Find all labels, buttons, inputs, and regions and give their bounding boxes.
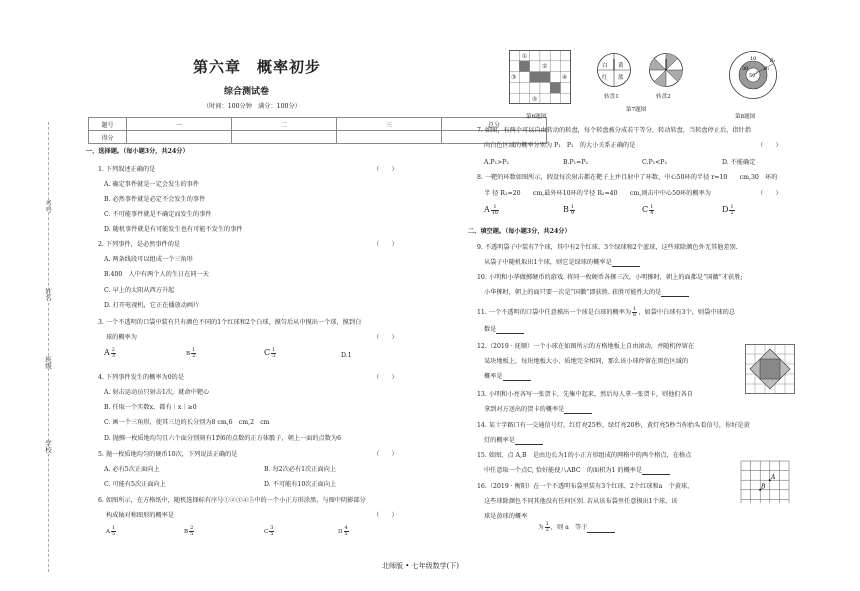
q2-option-b: B.400 人中有两个人的生日在同一天 [104, 271, 209, 278]
q5-option-a: A. 必有5次正面向上 [104, 466, 160, 473]
q1-option-c: C. 不可能事件就是不确定而发生的事件 [104, 211, 212, 218]
score-cell: 得分 [89, 131, 127, 144]
q7-answer-blank[interactable]: （ ） [757, 142, 782, 149]
fig6-label-5: ⑤ [532, 96, 538, 103]
q2-answer-blank[interactable]: （ ） [373, 241, 398, 248]
q12-line2: 某块地板上，每块地板大小、质地完全相同，那么该小球停留在黑色区域的 [484, 358, 689, 365]
q3-option-d: D.1 [341, 352, 352, 359]
q10-line2: 小华掷时，朝上的面只要一次是“国徽”即获胜. 获胜可能性大的是 [484, 289, 689, 297]
q4-answer-blank[interactable]: （ ） [373, 374, 398, 381]
score-cell: 题号 [89, 118, 127, 131]
q6-option-c: C $\frac{3}{5}$ [264, 525, 274, 537]
q4-stem: 4. 下列事件发生的概率为0的是 [98, 374, 185, 381]
q2-option-a: A. 两条线段可以组成一个三角形 [104, 256, 193, 263]
q7-option-b: B.P₁=P₂ [563, 159, 588, 166]
binding-label-name: 姓名 [44, 288, 52, 301]
q8-option-d: D $\frac{1}{2}$ [722, 204, 734, 216]
score-cell: 二 [232, 118, 337, 131]
q14-line1: 14. 某十字路口有一交通信号灯，红灯亮25秒，绿灯亮20秒，黄灯亮5秒当你抬头看信号，你好是黄 [477, 422, 750, 429]
fig6-label-1: ① [522, 53, 528, 60]
q1-option-b: B. 必然事件就是必定不会发生的事件 [104, 196, 206, 203]
q16-line4: 为 $\frac{1}{2}$ ，则 a 等于 [538, 522, 615, 533]
q2-option-d: D. 打开电视机，它正在播放动画片 [104, 302, 200, 309]
fig8-label: r [756, 71, 759, 76]
q6-stem-line1: 6. 如图所示，在方格纸中，随机选择标有序号①②③④⑤中的一个小正方形涂黑，与图中阴影部分 [98, 497, 366, 504]
q2-option-c: C. 早上的太阳从西方升起 [104, 287, 175, 294]
q5-option-b: B. 每2次必有1次正面向上 [264, 466, 337, 473]
q9-line2: 从袋子中随机取出1个球，则它是绿球的概率是 [484, 259, 640, 267]
q3-option-c: C $\frac{1}{3}$ [264, 347, 276, 359]
q9-line1: 9. 不透明袋子中装有7个球，其中有2个红球、3个绿球和2个蓝球，这些球除颜色外无其他差别. [477, 244, 738, 251]
fig6-caption: 第6题图 [526, 114, 547, 120]
q5-option-d: D. 不可能有10次正面向上 [264, 481, 337, 488]
q14-answer-blank[interactable] [515, 438, 543, 445]
q12-line3: 概率是 [484, 373, 531, 381]
score-cell: 总分 [442, 118, 547, 131]
q10-line1: 10. 小明和小华做掷硬币的游戏. 将同一枚硬币各掷三次，小明掷时，朝上的面都是“国徽”才获胜; [477, 274, 743, 281]
score-cell[interactable] [337, 131, 442, 144]
q5-answer-blank[interactable]: （ ） [373, 451, 398, 458]
binding-label-class: 班级 [44, 356, 52, 369]
q11-line1: 11. 一个不透明的口袋中任意摸出一个球是白球的概率为 $\frac{1}{6}$ ，如袋中白球有3个，则袋中球的总 [477, 306, 736, 318]
q4-option-d: D. 抛掷一枚质地均匀且六个面分别刻有1到6的点数的正方体骰子，朝上一面的点数为6 [104, 435, 342, 442]
q12-answer-blank[interactable] [503, 374, 531, 381]
q8-option-a: A $\frac{1}{16}$ [484, 204, 499, 216]
time-info: （时间：100分钟 满分：100分） [203, 103, 301, 110]
score-cell[interactable] [127, 131, 232, 144]
q1-stem: 1. 下列叙述正确的是 [98, 166, 156, 173]
q13-line2: 拿到对方送出的贺卡的概率是 [484, 406, 592, 414]
q7-option-a: A.P₁>P₂ [484, 159, 509, 166]
fig8-label: R₁ [764, 67, 770, 72]
q1-option-d: D. 随机事件就是有可能发生也有可能不发生的事件 [104, 226, 243, 233]
fig7-dial1-label: 白 [602, 63, 608, 69]
score-cell: 一 [127, 118, 232, 131]
q6-stem-line2: 构成轴对称图形的概率是 [106, 512, 175, 519]
q4-option-c: C. 画一个三角形，使其三边的长分别为8 cm,6 cm,2 cm [104, 419, 270, 426]
fig15-label-a: A [771, 474, 776, 481]
fig6-grid [509, 50, 571, 104]
q16-answer-blank[interactable] [587, 526, 615, 533]
q12-line1: 12.（2019 · 抚顺）一个小球在如图所示的方格地板上自由滚动，并随机停留在 [477, 343, 695, 350]
q6-option-b: B $\frac{2}{5}$ [184, 525, 194, 537]
q5-option-c: C. 可能有5次正面向上 [104, 481, 166, 488]
section2-heading: 二、填空题。（每小题3分，共24分） [468, 228, 571, 235]
q4-option-b: B. 任取一个实数x，都有｜x｜≥0 [104, 404, 197, 411]
q7-option-c: C.P₁<P₂ [642, 159, 667, 166]
fig7-dial1-label: 蓝 [618, 75, 624, 81]
fig6-label-2: ② [542, 63, 548, 70]
q3-stem-line1: 3. 一个不透明的口袋中装有只有颜色不同的1个红球和2个白球，摸匀后从中摸出一个球，摸到白 [98, 319, 362, 326]
section1-heading: 一、选择题。（每小题3分，共24分） [86, 148, 189, 155]
q5-stem: 5. 抛一枚质地均匀的硬币10次，下列说法正确的是 [98, 451, 238, 458]
fig7-caption: 第7题图 [626, 107, 647, 113]
q15-line1: 15. 如图，点 A,B 是由边长为1的小正方形组成的网格中的两个格点，在格点 [477, 452, 692, 459]
binding-label-school: 学校 [44, 440, 52, 453]
q13-line1: 13. 小明和小亮各写一张贺卡，先集中起来，然后每人拿一张贺卡，则他们各自 [477, 391, 693, 398]
fig8-label: 30 [742, 66, 749, 72]
q8-option-b: B $\frac{1}{9}$ [563, 204, 575, 216]
fig7-dial2-caption: 转盘2 [656, 94, 671, 100]
q2-stem: 2. 下列事件，是必然事件的是 [98, 241, 181, 248]
q9-answer-blank[interactable] [612, 260, 640, 267]
fig12-floor-grid [745, 344, 795, 394]
fig7-dial2 [648, 52, 684, 88]
q8-stem-line1: 8. 一靶的环数如图所示，假设每次射击都在靶子上并且射中了环数，中心50环的半径 r=10 cm,30 环的 [477, 174, 778, 181]
q6-option-a: A $\frac{1}{5}$ [106, 525, 116, 537]
q1-answer-blank[interactable]: （ ） [373, 166, 398, 173]
page-footer: 北师版 • 七年级数学(下) [382, 562, 460, 570]
page-subtitle: 综合测试卷 [224, 87, 270, 97]
q16-line3: 球是黄球的概率 [484, 513, 528, 520]
fig8-label: 50 [749, 73, 756, 79]
q7-stem-line2: 向白色区域的概率分别为 P₁ P₂ 的大小关系正确的是 [484, 142, 636, 149]
q14-line2: 灯的概率是 [484, 437, 543, 445]
q4-option-a: A. 射击运动员只射击1次，就命中靶心 [104, 389, 210, 396]
fig8-target [728, 50, 778, 100]
page-title: 第六章 概率初步 [193, 58, 322, 76]
q16-line1: 16.（2019 · 衡阳）在一个不透明布袋里装有3个红球、2个红球和a 个黄球， [477, 483, 694, 490]
q8-option-c: C $\frac{1}{4}$ [642, 204, 654, 216]
q8-answer-blank[interactable]: （ ） [757, 190, 782, 197]
fig8-caption: 第8题图 [735, 114, 756, 120]
fig6-label-4: ④ [562, 74, 568, 81]
q10-answer-blank[interactable] [661, 290, 689, 297]
q3-option-b: B $\frac{1}{2}$ [186, 347, 196, 359]
q15-answer-blank[interactable] [642, 468, 670, 475]
fig7-dial1-label: 黄 [618, 63, 624, 69]
fig7-dial1-label: 红 [602, 75, 608, 81]
fig6-label-3: ③ [511, 74, 517, 81]
q3-answer-blank[interactable]: （ ） [373, 334, 398, 341]
score-cell[interactable] [232, 131, 337, 144]
q7-stem-line1: 7. 如图，有两个可以自由转动的转盘，每个转盘被分成若干等分，转动转盘，当转盘停止后，指针指 [477, 127, 751, 134]
q11-answer-blank[interactable] [496, 327, 524, 334]
q3-stem-line2: 球的概率为 [106, 334, 137, 341]
binding-label-exam-number: 考号 [44, 200, 52, 213]
q7-option-d: D. 不能确定 [722, 159, 756, 166]
fig7-dial1 [596, 52, 632, 88]
q15-line2: 中任意取一个点C, 恰好能使八ABC 的面积为1 的概率是 [484, 467, 670, 475]
binding-line [48, 122, 49, 572]
q11-line2: 数是 [484, 326, 524, 334]
fig8-label: 10 [750, 56, 757, 62]
q6-option-d: D $\frac{4}{5}$ [338, 525, 348, 537]
fig8-label: R₂ [770, 59, 776, 64]
q13-answer-blank[interactable] [564, 407, 592, 414]
q1-option-a: A. 确定事件就是一定会发生的事件 [104, 181, 200, 188]
fig7-dial1-label-caption: 转盘1 [604, 94, 619, 100]
fig15-label-b: B [761, 483, 766, 491]
score-cell: 三 [337, 118, 442, 131]
fig15-grid [738, 458, 792, 506]
q8-stem-line2: 半 径 R₁=20 cm,最外环10环的半径 R₂=40 cm,则击中中心50环的概率为 [484, 190, 711, 197]
q3-option-a: A $\frac{2}{3}$ [104, 347, 115, 359]
q6-answer-blank[interactable]: （ ） [373, 512, 398, 519]
q16-line2: 这些球除颜色不同其他没有任何区别. 若从该布袋里任意摸出1个球，该 [484, 498, 678, 505]
